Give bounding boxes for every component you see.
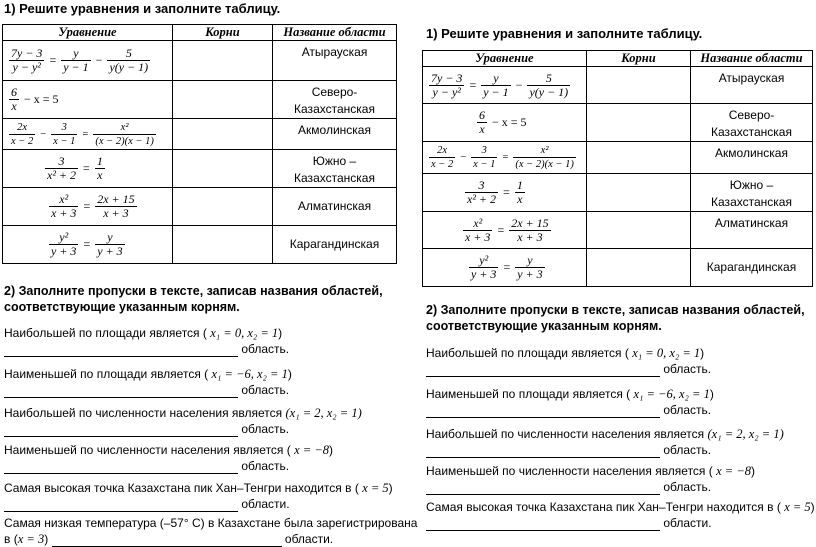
- region-cell: [691, 212, 813, 249]
- fraction-denominator: y + 3: [51, 244, 77, 258]
- task2-item: [426, 463, 755, 495]
- fraction-denominator: x: [11, 99, 17, 113]
- roots-cell[interactable]: [173, 226, 273, 264]
- item-roots: x = −8: [716, 464, 752, 478]
- region-name-line1: Северо-: [311, 85, 358, 99]
- task2-item: [426, 386, 714, 418]
- item-suffix: область.: [663, 480, 712, 494]
- equation-cell: [423, 249, 587, 287]
- region-name: Атырауская: [718, 71, 785, 85]
- equation-tail: − x = 5: [24, 92, 59, 106]
- task2-title-line1: 2) Заполните пропуски в тексте, записав названия областей,: [4, 284, 383, 298]
- answer-blank[interactable]: [4, 385, 238, 398]
- operator: =: [502, 152, 509, 163]
- fraction-denominator: y − y²: [12, 60, 41, 74]
- region-name: Алматинская: [297, 199, 372, 213]
- header-roots: Корни: [587, 51, 691, 67]
- item-text: Самая низкая температура (–57° С) в Казахстане была зарегистрирована: [4, 516, 418, 530]
- item-suffix: область.: [241, 383, 290, 397]
- answer-blank[interactable]: [4, 499, 238, 512]
- table-row: [3, 226, 397, 264]
- region-cell: [691, 67, 813, 104]
- task2-item: [4, 366, 292, 398]
- equations-table: [422, 50, 813, 287]
- item-roots: x = 5: [362, 481, 389, 495]
- fraction-numerator: 5: [527, 72, 570, 86]
- region-name-line2: Казахстанская: [711, 125, 792, 139]
- table-row: [423, 67, 813, 104]
- operator: =: [469, 77, 477, 92]
- fraction-denominator: x: [97, 168, 103, 182]
- roots-cell[interactable]: [587, 174, 691, 212]
- table-row: [423, 142, 813, 174]
- item-close: ): [44, 532, 49, 546]
- item-suffix: область.: [663, 403, 712, 417]
- fraction-numerator: 5: [107, 47, 150, 61]
- roots-cell[interactable]: [173, 119, 273, 150]
- answer-blank[interactable]: [426, 405, 660, 418]
- fraction-denominator: y + 3: [97, 244, 123, 258]
- item-suffix: области.: [284, 532, 334, 546]
- fraction-denominator: (x − 2)(x − 1): [515, 159, 574, 170]
- region-name: Акмолинская: [298, 123, 371, 137]
- operator: =: [49, 53, 57, 67]
- item-roots: x₁ = −6, x₂ = 1: [633, 387, 710, 401]
- equation-tail: − x = 5: [492, 115, 527, 129]
- table-row: [3, 188, 397, 226]
- item-roots: x = 3: [17, 532, 45, 546]
- item-roots: x₁ = 0, x₂ = 1: [632, 346, 701, 360]
- fraction-numerator: 3: [51, 121, 77, 135]
- table-row: [423, 104, 813, 142]
- table-row: [423, 174, 813, 212]
- task2-item: [426, 499, 815, 531]
- table-row: [3, 41, 397, 81]
- equation-cell: [3, 81, 173, 119]
- equation-cell: [3, 150, 173, 188]
- item-suffix: область.: [663, 443, 712, 457]
- task2-item: [426, 426, 784, 458]
- answer-blank[interactable]: [4, 344, 238, 357]
- equation-cell: [423, 212, 587, 249]
- item-close: ): [751, 464, 756, 478]
- fraction-numerator: y²: [49, 231, 78, 245]
- fraction-numerator: 6: [11, 85, 17, 99]
- equation-cell: [423, 67, 587, 104]
- region-cell: [691, 174, 813, 212]
- fraction-denominator: x² + 2: [467, 192, 497, 206]
- answer-blank[interactable]: [426, 364, 660, 377]
- item-close: ): [287, 367, 292, 381]
- fraction-numerator: y: [481, 72, 510, 86]
- region-cell: [273, 188, 397, 226]
- fraction-denominator: x − 2: [431, 159, 454, 170]
- table-row: [3, 150, 397, 188]
- header-roots: Корни: [173, 25, 273, 41]
- answer-blank[interactable]: [52, 534, 282, 547]
- item-close: ): [278, 326, 283, 340]
- task2-title-line1: 2) Заполните пропуски в тексте, записав названия областей,: [426, 303, 805, 317]
- fraction-denominator: x + 3: [517, 229, 543, 244]
- operator: =: [83, 237, 91, 251]
- fraction-denominator: x: [479, 122, 485, 136]
- roots-cell[interactable]: [587, 212, 691, 249]
- fraction-denominator: x + 3: [51, 206, 77, 220]
- table-header-row: [423, 51, 813, 67]
- operator: =: [497, 222, 505, 237]
- item-text: Наибольшей по численности населения является: [4, 406, 283, 420]
- fraction-denominator: y − y²: [432, 84, 461, 99]
- header-equation: Уравнение: [3, 25, 173, 41]
- task2-title-line2: соответствующие указанным корням.: [426, 319, 662, 333]
- fraction-denominator: x − 1: [473, 159, 496, 170]
- fraction-numerator: 2x + 15: [97, 192, 135, 206]
- task2-title-line2: соответствующие указанным корням.: [4, 300, 240, 314]
- item-text: Самая высокая точка Казахстана пик Хан–Тенгри находится в (: [4, 481, 359, 495]
- fraction-denominator: y − 1: [483, 84, 509, 99]
- item-prefix: в (: [4, 532, 18, 546]
- task2-item: [4, 442, 333, 474]
- roots-cell[interactable]: [173, 188, 273, 226]
- region-name: Карагандинская: [706, 260, 797, 274]
- fraction-numerator: x²: [463, 217, 492, 231]
- answer-blank[interactable]: [4, 461, 238, 474]
- region-cell: [273, 41, 397, 81]
- task1-title: 1) Решите уравнения и заполните таблицу.: [426, 26, 703, 41]
- region-cell: [691, 142, 813, 174]
- fraction-denominator: x − 1: [53, 135, 76, 147]
- item-suffix: области.: [663, 516, 712, 530]
- fraction-numerator: x²: [513, 144, 575, 158]
- item-suffix: области.: [241, 497, 290, 511]
- fraction-denominator: x² + 2: [47, 168, 77, 182]
- item-roots: x = 5: [784, 500, 811, 514]
- answer-blank[interactable]: [4, 424, 238, 437]
- item-text: Самая высокая точка Казахстана пик Хан–Тенгри находится в (: [426, 500, 781, 514]
- region-name: Карагандинская: [289, 237, 380, 251]
- item-text: Наименьшей по площади является (: [4, 367, 209, 381]
- fraction-numerator: x²: [93, 121, 155, 135]
- region-cell: [691, 249, 813, 287]
- fraction-numerator: 3: [465, 179, 498, 193]
- equation-cell: [3, 226, 173, 264]
- fraction-denominator: y − 1: [63, 60, 89, 74]
- fraction-numerator: 2x: [9, 121, 35, 135]
- fraction-denominator: x + 3: [465, 229, 491, 244]
- region-name-line2: Казахстанская: [294, 102, 375, 116]
- fraction-denominator: y + 3: [471, 267, 497, 281]
- answer-blank[interactable]: [426, 518, 660, 531]
- fraction-numerator: 1: [96, 154, 103, 168]
- task2-item: [4, 405, 362, 437]
- fraction-numerator: 2x: [429, 144, 455, 158]
- item-close: ): [810, 500, 815, 514]
- region-cell: [691, 104, 813, 142]
- table-header-row: [3, 25, 397, 41]
- operator: =: [82, 128, 89, 140]
- item-text: Наибольшей по численности населения является: [426, 427, 705, 441]
- fraction-numerator: 3: [45, 155, 78, 169]
- region-name-line1: Северо-: [728, 108, 775, 122]
- region-cell: [273, 81, 397, 119]
- task2-last-item: [4, 515, 417, 547]
- item-roots: x₁ = −6, x₂ = 1: [211, 367, 288, 381]
- operator: −: [40, 128, 47, 140]
- region-cell: [273, 150, 397, 188]
- fraction-numerator: y: [61, 47, 90, 61]
- roots-cell[interactable]: [173, 81, 273, 119]
- item-suffix: область.: [241, 422, 290, 436]
- equation-cell: [3, 188, 173, 226]
- fraction-numerator: 3: [471, 144, 497, 158]
- item-close: ): [700, 346, 705, 360]
- fraction-numerator: 1: [516, 178, 523, 192]
- answer-blank[interactable]: [426, 445, 660, 458]
- item-text: Наименьшей по численности населения является (: [4, 443, 291, 457]
- region-name: Акмолинская: [715, 146, 788, 160]
- fraction-denominator: y(y − 1): [529, 84, 569, 99]
- equations-table: [2, 24, 397, 264]
- item-suffix: область.: [241, 342, 290, 356]
- roots-cell[interactable]: [173, 150, 273, 188]
- fraction-numerator: 2x + 15: [511, 215, 549, 230]
- task2-item: [4, 325, 289, 357]
- answer-blank[interactable]: [426, 482, 660, 495]
- item-text: Наибольшей по площади является (: [426, 346, 629, 360]
- header-region: Название области: [273, 25, 397, 41]
- operator: −: [95, 53, 103, 67]
- item-suffix: область.: [241, 459, 290, 473]
- operator: −: [515, 77, 523, 92]
- item-text: Наибольшей по площади является (: [4, 326, 207, 340]
- task2-item: [4, 480, 393, 512]
- region-name: Атырауская: [301, 45, 368, 59]
- fraction-numerator: y: [95, 231, 124, 245]
- item-text: Наименьшей по численности населения является (: [426, 464, 713, 478]
- header-region: Название области: [691, 51, 813, 67]
- fraction-denominator: y + 3: [517, 267, 543, 281]
- roots-cell[interactable]: [173, 41, 273, 81]
- region-name-line1: Южно –: [312, 154, 357, 168]
- region-name-line2: Казахстанская: [711, 195, 792, 209]
- fraction-denominator: y(y − 1): [109, 60, 149, 74]
- item-roots: x = −8: [294, 443, 330, 457]
- equation-cell: [3, 119, 173, 150]
- table-row: [423, 249, 813, 287]
- fraction-numerator: 6: [479, 108, 485, 122]
- item-close: ): [709, 387, 714, 401]
- equation-cell: [3, 41, 173, 81]
- operator: =: [503, 260, 511, 274]
- equation-cell: [423, 142, 587, 174]
- table-row: [3, 81, 397, 119]
- roots-cell[interactable]: [587, 142, 691, 174]
- operator: −: [460, 152, 467, 163]
- table-row: [3, 119, 397, 150]
- fraction-numerator: 7y − 3: [11, 46, 43, 60]
- item-roots: (x₁ = 2, x₂ = 1): [707, 427, 784, 441]
- fraction-denominator: x: [517, 192, 523, 206]
- region-cell: [273, 119, 397, 150]
- operator: =: [83, 199, 91, 213]
- fraction-numerator: y: [515, 254, 544, 268]
- fraction-denominator: (x − 2)(x − 1): [95, 135, 154, 147]
- header-equation: Уравнение: [423, 51, 587, 67]
- task1-title: 1) Решите уравнения и заполните таблицу.: [4, 1, 281, 16]
- region-cell: [273, 226, 397, 264]
- operator: =: [503, 185, 510, 199]
- item-close: ): [388, 481, 393, 495]
- item-text: Наименьшей по площади является (: [426, 387, 631, 401]
- equation-cell: [423, 174, 587, 212]
- right-worksheet: [422, 0, 816, 547]
- item-suffix: область.: [663, 362, 712, 376]
- region-name-line2: Казахстанская: [294, 171, 375, 185]
- equation-cell: [423, 104, 587, 142]
- item-roots: x₁ = 0, x₂ = 1: [210, 326, 279, 340]
- region-name-line1: Южно –: [729, 178, 774, 192]
- roots-cell[interactable]: [587, 67, 691, 104]
- fraction-denominator: x − 2: [11, 135, 34, 147]
- operator: =: [83, 161, 90, 175]
- region-name: Алматинская: [714, 216, 789, 230]
- item-roots: (x₁ = 2, x₂ = 1): [285, 406, 362, 420]
- fraction-denominator: x + 3: [103, 206, 129, 220]
- table-row: [423, 212, 813, 249]
- fraction-numerator: y²: [469, 254, 498, 268]
- roots-cell[interactable]: [587, 249, 691, 287]
- task2-item: [426, 345, 711, 377]
- fraction-numerator: 7y − 3: [431, 70, 463, 85]
- roots-cell[interactable]: [587, 104, 691, 142]
- fraction-numerator: x²: [49, 193, 78, 207]
- item-close: ): [329, 443, 334, 457]
